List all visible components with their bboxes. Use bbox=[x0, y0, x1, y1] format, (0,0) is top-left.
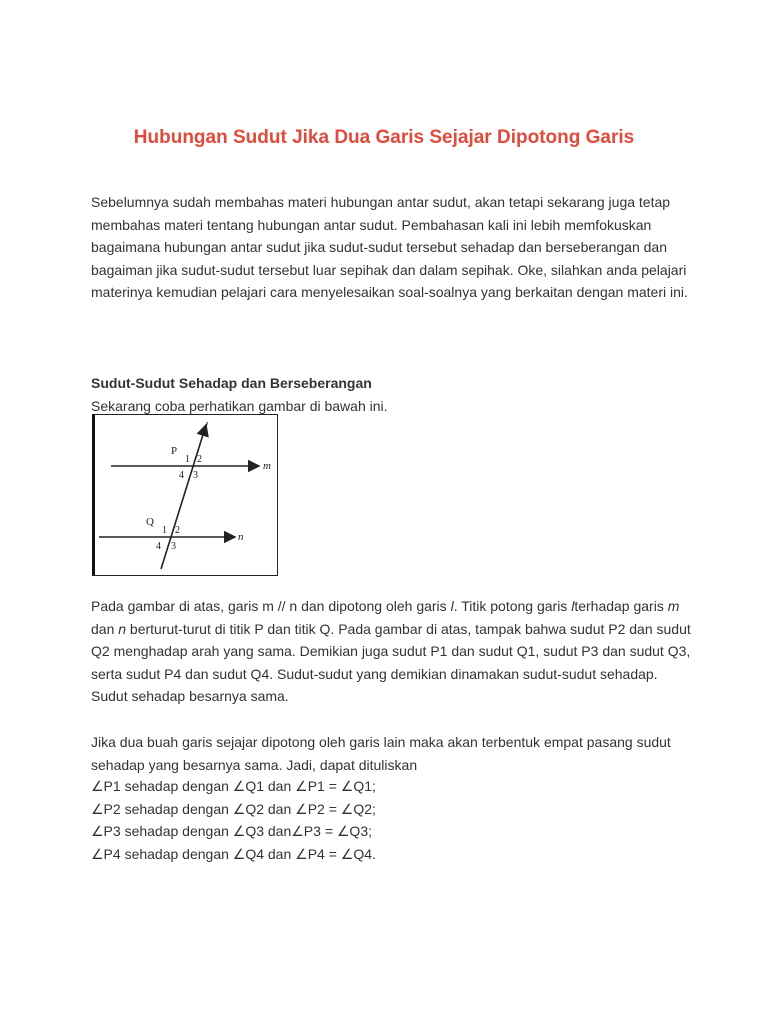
angle-p4: 4 bbox=[179, 470, 184, 481]
angle-q4: 4 bbox=[156, 541, 161, 552]
p2-line-n: n bbox=[118, 620, 127, 637]
equation-list bbox=[91, 775, 691, 865]
p2-text-5: berturut-turut di titik P dan titik Q. Pada gambar di atas, tampak bahwa sudut P2 dan sudut Q2 menghadap arah yang sama. Demikian juga sudut P1 dan sudut Q1, sudut P3 dan sudut Q3, serta sudut P4 dan sudut Q4. Sudut-sudut yang demikian dinamakan sudut-sudut sehadap. Sudut sehadap besarnya sama. bbox=[91, 620, 691, 705]
parallel-lines-figure bbox=[92, 414, 278, 576]
intro-paragraph: Sebelumnya sudah membahas materi hubungan antar sudut, akan tetapi sekarang juga tetap membahas materi tentang hubungan antar sudut. Pembahasan kali ini lebih memfokuskan bagaimana hubungan antar sudut jika sudut-sudut tersebut sehadap dan berseberangan dan bagaiman jika sudut-sudut tersebut luar sepihak dan dalam sepihak. Oke, silahkan anda pelajari materinya kemudian pelajari cara menyelesaikan soal-soalnya yang berkaitan dengan materi ini. bbox=[91, 194, 688, 301]
p2-line-l-1: l bbox=[450, 598, 454, 614]
angle-q3: 3 bbox=[171, 541, 176, 552]
angle-p2: 2 bbox=[197, 454, 202, 465]
figure-intro-text: Sekarang coba perhatikan gambar di bawah ini. bbox=[91, 398, 388, 414]
label-p: P bbox=[171, 445, 178, 457]
p2-text-1: Pada gambar di atas, garis m // n dan dipotong oleh garis bbox=[91, 598, 451, 614]
label-n: n bbox=[238, 531, 244, 543]
p2-line-m: m bbox=[667, 598, 680, 614]
parallel-lines-diagram bbox=[95, 415, 276, 575]
label-m: m bbox=[263, 460, 271, 472]
line-l bbox=[161, 425, 206, 569]
p2-line-l-2: l bbox=[571, 598, 575, 614]
angle-p1: 1 bbox=[185, 454, 190, 465]
equation-line: ∠P4 sehadap dengan ∠Q4 dan ∠P4 = ∠Q4. bbox=[91, 845, 376, 862]
equation-line: ∠P1 sehadap dengan ∠Q1 dan ∠P1 = ∠Q1; bbox=[91, 778, 376, 794]
section-heading: Sudut-Sudut Sehadap dan Berseberangan bbox=[91, 375, 372, 391]
conclusion-paragraph: Jika dua buah garis sejajar dipotong oleh garis lain maka akan terbentuk empat pasang sudut sehadap yang besarnya sama. Jadi, dapat dituliskan bbox=[91, 734, 671, 773]
equation-line: ∠P3 sehadap dengan ∠Q3 dan∠P3 = ∠Q3; bbox=[91, 823, 372, 840]
label-q: Q bbox=[146, 516, 154, 528]
angle-p3: 3 bbox=[193, 470, 198, 481]
p2-text-2: . Titik potong garis bbox=[453, 598, 572, 614]
equation-line: ∠P2 sehadap dengan ∠Q2 dan ∠P2 = ∠Q2; bbox=[91, 800, 376, 817]
page-title: Hubungan Sudut Jika Dua Garis Sejajar Dipotong Garis bbox=[133, 127, 635, 148]
angle-q2: 2 bbox=[175, 525, 180, 536]
label-l: l bbox=[205, 420, 209, 432]
angle-q1: 1 bbox=[162, 525, 167, 536]
p2-text-4: dan bbox=[91, 620, 119, 637]
p2-text-3: terhadap garis bbox=[574, 598, 668, 614]
explanation-paragraph bbox=[91, 595, 691, 708]
